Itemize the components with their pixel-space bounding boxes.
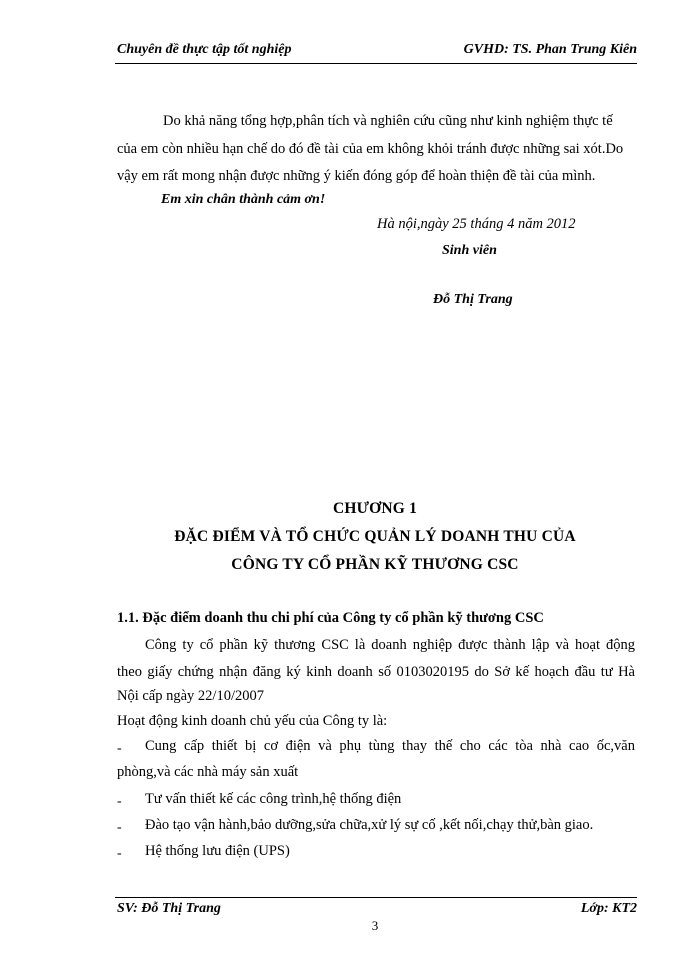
chapter-number: CHƯƠNG 1 <box>332 500 418 517</box>
header-advisor: GVHD: TS. Phan Trung Kiên <box>463 42 637 57</box>
bullet-marker: - <box>117 820 122 835</box>
footer-rule <box>115 897 637 898</box>
signature-date: Hà nội,ngày 25 tháng 4 năm 2012 <box>377 216 576 232</box>
closing-line-2: của em còn nhiều hạn chế do đó đề tài của em không khỏi tránh được những sai xót.Do <box>117 141 624 157</box>
footer-student: SV: Đỗ Thị Trang <box>117 901 221 916</box>
thanks-line: Em xin chân thành cảm ơn! <box>161 192 326 207</box>
activities-intro: Hoạt động kinh doanh chủ yếu của Công ty là: <box>117 713 388 729</box>
chapter-title-line-2: CÔNG TY CỔ PHẦN KỸ THƯƠNG CSC <box>231 556 519 573</box>
bullet-marker: - <box>117 741 122 756</box>
header-title: Chuyên đề thực tập tốt nghiệp <box>117 42 292 57</box>
page-number: 3 <box>371 918 379 933</box>
intro-line-2: theo giấy chứng nhận đăng ký kinh doanh số 0103020195 do Sở kế hoạch đầu tư Hà <box>117 664 635 680</box>
bullet-4: Hệ thống lưu điện (UPS) <box>145 843 290 859</box>
bullet-1-line-2: phòng,và các nhà máy sản xuất <box>117 764 299 780</box>
bullet-3: Đào tạo vận hành,bảo dưỡng,sửa chữa,xử lý sự cố ,kết nối,chạy thử,bàn giao. <box>145 817 594 833</box>
bullet-2: Tư vấn thiết kế các công trình,hệ thống điện <box>145 791 402 807</box>
footer-class: Lớp: KT2 <box>580 901 637 916</box>
closing-line-1: Do khả năng tổng hợp,phân tích và nghiên cứu cũng như kinh nghiệm thực tế <box>163 113 613 129</box>
signature-role: Sinh viên <box>442 243 497 258</box>
closing-line-3: vậy em rất mong nhận được những ý kiến đóng góp để hoàn thiện đề tài của mình. <box>117 168 596 184</box>
intro-line-3: Nội cấp ngày 22/10/2007 <box>117 688 264 704</box>
intro-line-1: Công ty cổ phần kỹ thương CSC là doanh nghiệp được thành lập và hoạt động <box>145 637 635 653</box>
header-rule <box>115 63 637 64</box>
chapter-title-line-1: ĐẶC ĐIỂM VÀ TỔ CHỨC QUẢN LÝ DOANH THU CỦA <box>174 528 576 545</box>
section-heading: 1.1. Đặc điểm doanh thu chi phí của Công ty cổ phần kỹ thương CSC <box>117 610 544 626</box>
bullet-1-line-1: Cung cấp thiết bị cơ điện và phụ tùng thay thế cho các tòa nhà cao ốc,văn <box>145 738 635 754</box>
signature-name: Đỗ Thị Trang <box>433 292 513 307</box>
bullet-marker: - <box>117 794 122 809</box>
bullet-marker: - <box>117 846 122 861</box>
